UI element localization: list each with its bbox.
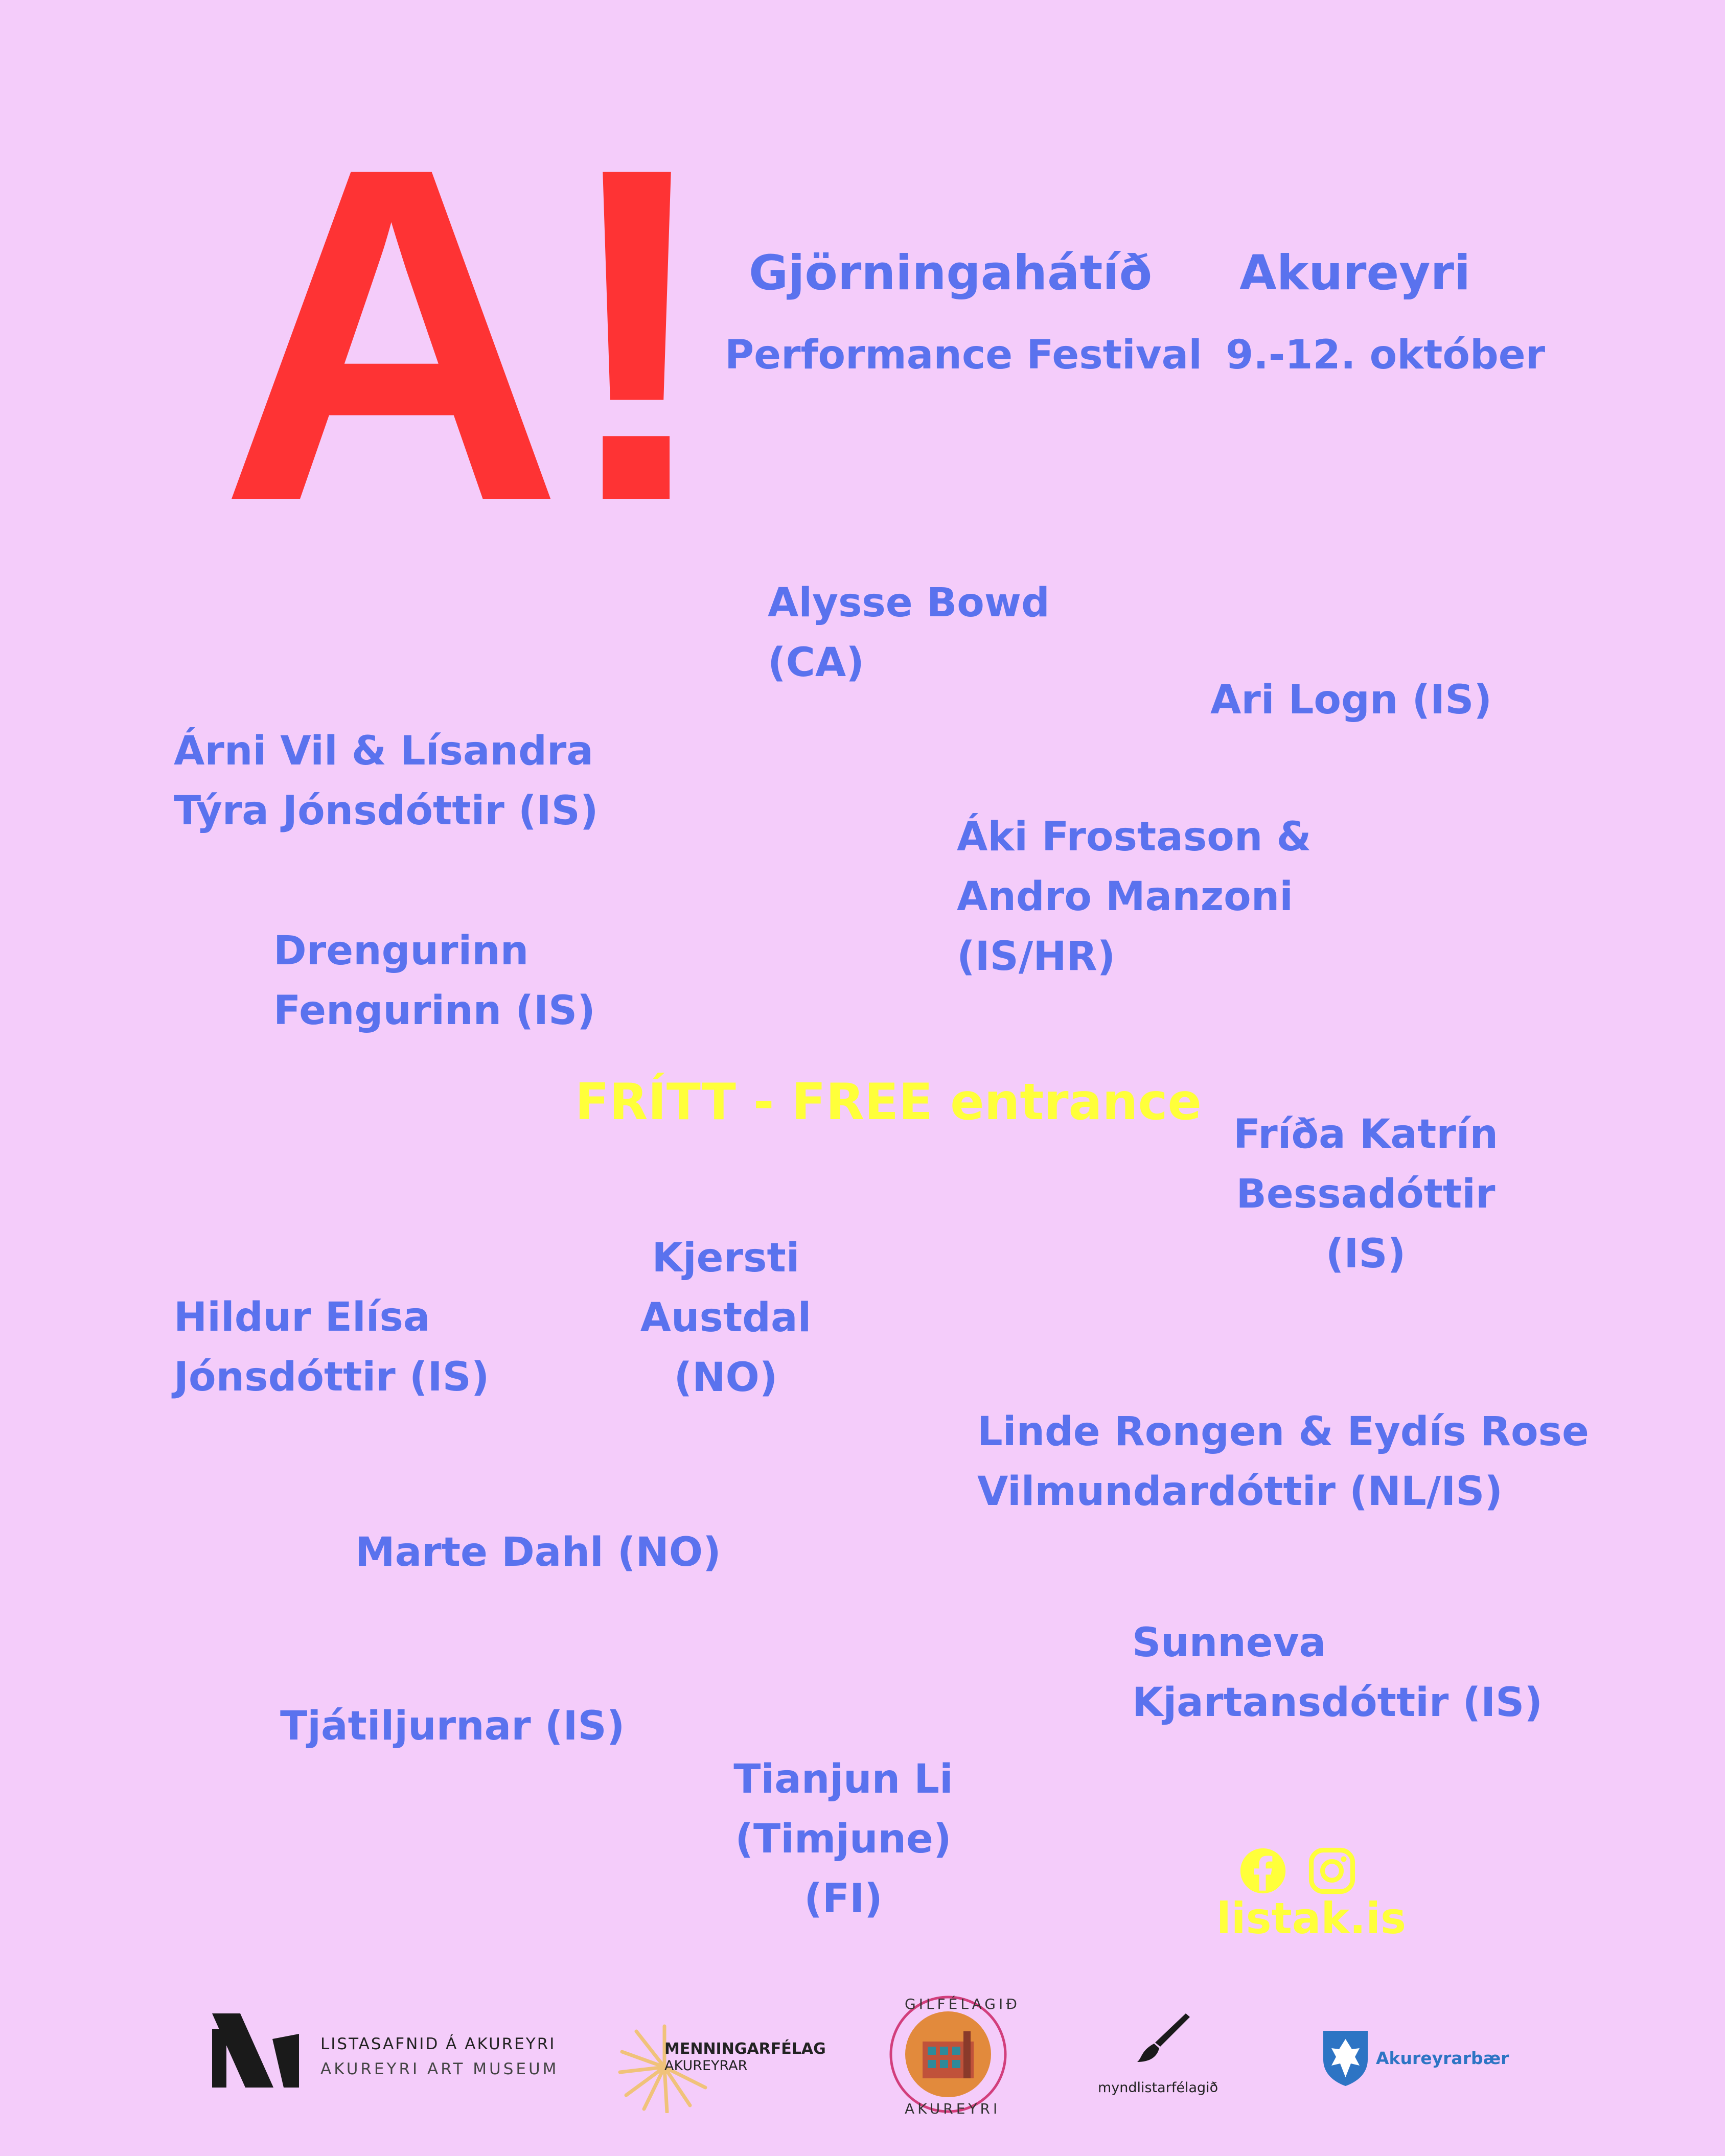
festival-city: Akureyri: [1239, 245, 1471, 301]
festival-title-is: Gjörningahátíð: [749, 245, 1153, 301]
artist-tjatiljurnar: Tjátiljurnar (IS): [280, 1703, 625, 1749]
sponsor-myndlistarfelagid: myndlistarfélagið: [1098, 2080, 1218, 2096]
artist-sunneva-kjartansdottir: Sunneva Kjartansdóttir (IS): [1132, 1620, 1543, 1726]
listasafnid-logo-icon: [212, 2013, 299, 2088]
sponsor-listasafnid-line1: LISTASAFNID Á AKUREYRI: [320, 2035, 556, 2053]
artist-linde-rongen-eydis-rose: Linde Rongen & Eydís Rose Vilmundardóttir (NL/IS): [977, 1409, 1589, 1515]
akureyrarbaer-shield-icon: [1321, 2029, 1370, 2088]
sponsor-menningarfelag-line2: AKUREYRAR: [664, 2058, 748, 2074]
artist-kjersti-austdal: Kjersti Austdal (NO): [640, 1235, 812, 1401]
artist-frida-katrin-bessadottir: Fríða Katrín Bessadóttir (IS): [1233, 1111, 1498, 1277]
facebook-icon[interactable]: [1239, 1847, 1286, 1894]
artist-ari-logn: Ari Logn (IS): [1210, 677, 1492, 723]
artist-marte-dahl: Marte Dahl (NO): [355, 1529, 721, 1575]
sponsor-gilfelagid-top: GILFÉLAGIÐ: [905, 1996, 1020, 2012]
festival-dates: 9.-12. október: [1226, 332, 1546, 378]
sponsor-menningarfelag-line1: MENNINGARFÉLAG: [664, 2040, 826, 2058]
artist-alysse-bowd: Alysse Bowd (CA): [768, 580, 1050, 686]
artist-hildur-elisa-jonsdottir: Hildur Elísa Jónsdóttir (IS): [174, 1294, 490, 1400]
sponsor-listasafnid: [212, 2013, 299, 2088]
paintbrush-icon: [1130, 2011, 1191, 2067]
free-entrance-notice: FRÍTT - FREE entrance: [575, 1073, 1202, 1131]
instagram-icon[interactable]: [1308, 1847, 1355, 1894]
website-link[interactable]: listak.is: [1216, 1893, 1406, 1943]
artist-aki-frostason-andro-manzoni: Áki Frostason & Andro Manzoni (IS/HR): [957, 814, 1312, 980]
artist-tianjun-li: Tianjun Li (Timjune) (FI): [733, 1756, 953, 1922]
sponsor-listasafnid-line2: AKUREYRI ART MUSEUM: [320, 2060, 559, 2078]
sponsor-gilfelagid-bottom: AKUREYRI: [905, 2100, 1001, 2117]
sponsor-akureyrarbaer: Akureyrarbær: [1376, 2048, 1509, 2068]
artist-drengurinn-fengurinn: Drengurinn Fengurinn (IS): [273, 928, 595, 1034]
festival-title-en: Performance Festival: [725, 332, 1202, 378]
festival-logo: A!: [220, 69, 711, 600]
artist-arni-vil-lisandra: Árni Vil & Lísandra Týra Jónsdóttir (IS): [174, 728, 599, 834]
